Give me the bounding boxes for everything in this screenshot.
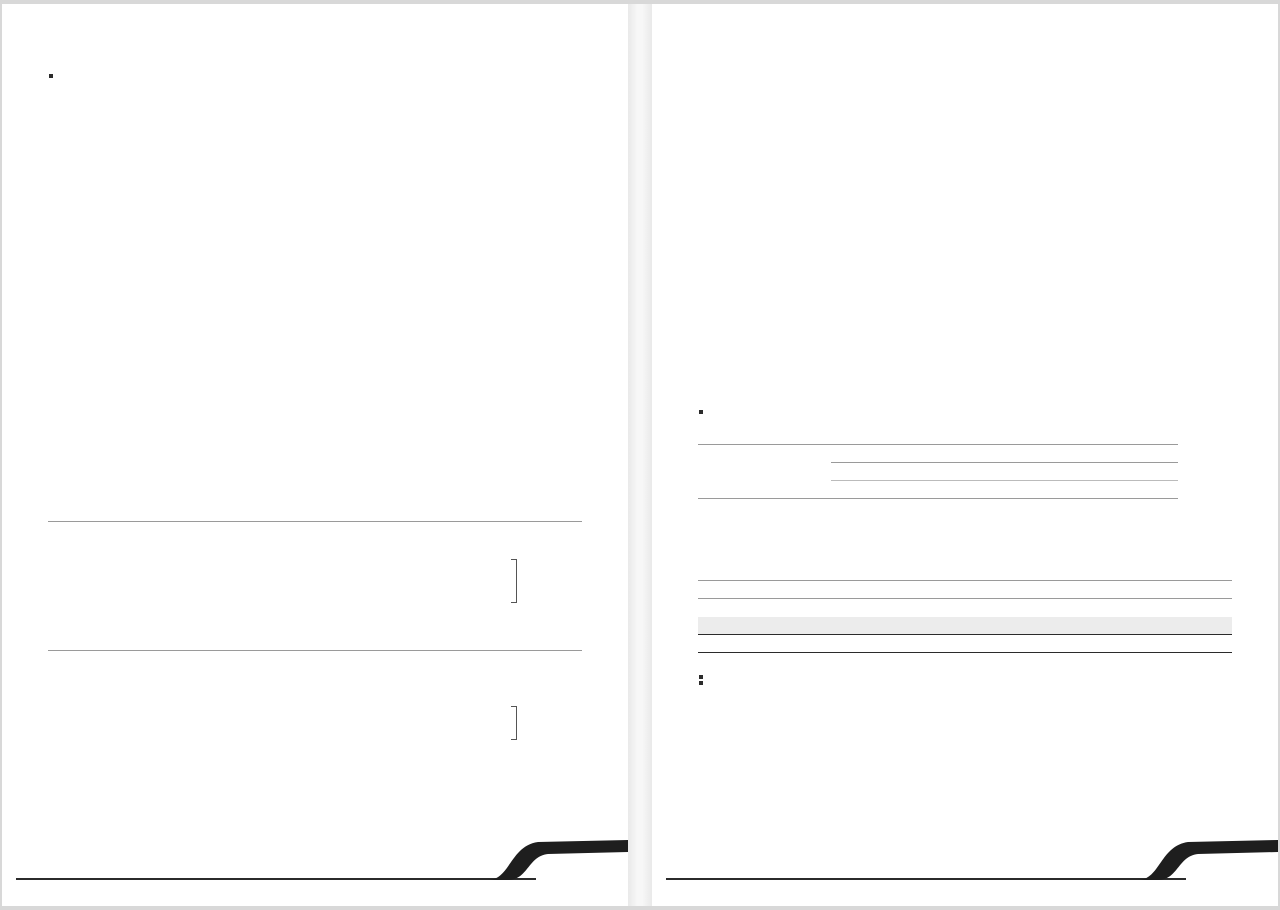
iac-header: [831, 481, 1070, 499]
footer-rule: [666, 878, 1186, 880]
page-right: [652, 4, 1278, 906]
footer-rule: [16, 878, 536, 880]
pcr-curve-chart: [712, 202, 1002, 352]
summary-row: [698, 635, 1232, 653]
samples-table: [698, 580, 1232, 653]
page-left: [2, 4, 628, 906]
signal-header: [936, 581, 1232, 599]
control-reactions-header: [698, 463, 831, 499]
pathogen-header: [1070, 481, 1178, 499]
swoosh-shape: [1138, 840, 1278, 880]
summary-list: [698, 671, 1232, 677]
cycle-bracket: [511, 706, 517, 740]
san-vet-swoosh-logo: [488, 838, 628, 882]
hex-header: [831, 463, 1070, 481]
profile1-table: [48, 650, 582, 651]
section-10-list: [698, 406, 1232, 412]
profile2-table: [48, 521, 582, 522]
channel-header: [831, 445, 1178, 463]
footer: [652, 838, 1278, 892]
target-header: [698, 581, 866, 599]
san-vet-swoosh-logo: [1138, 838, 1278, 882]
fam-header: [1070, 463, 1178, 481]
footer: [2, 838, 628, 892]
cycle-bracket: [511, 559, 517, 603]
intro-list: [48, 70, 582, 76]
table-row: [698, 599, 1232, 617]
swoosh-shape: [488, 840, 628, 880]
book-spine: [628, 4, 652, 906]
table-row: [698, 617, 1232, 635]
control-table: [698, 444, 1178, 499]
channel-header: [866, 581, 936, 599]
